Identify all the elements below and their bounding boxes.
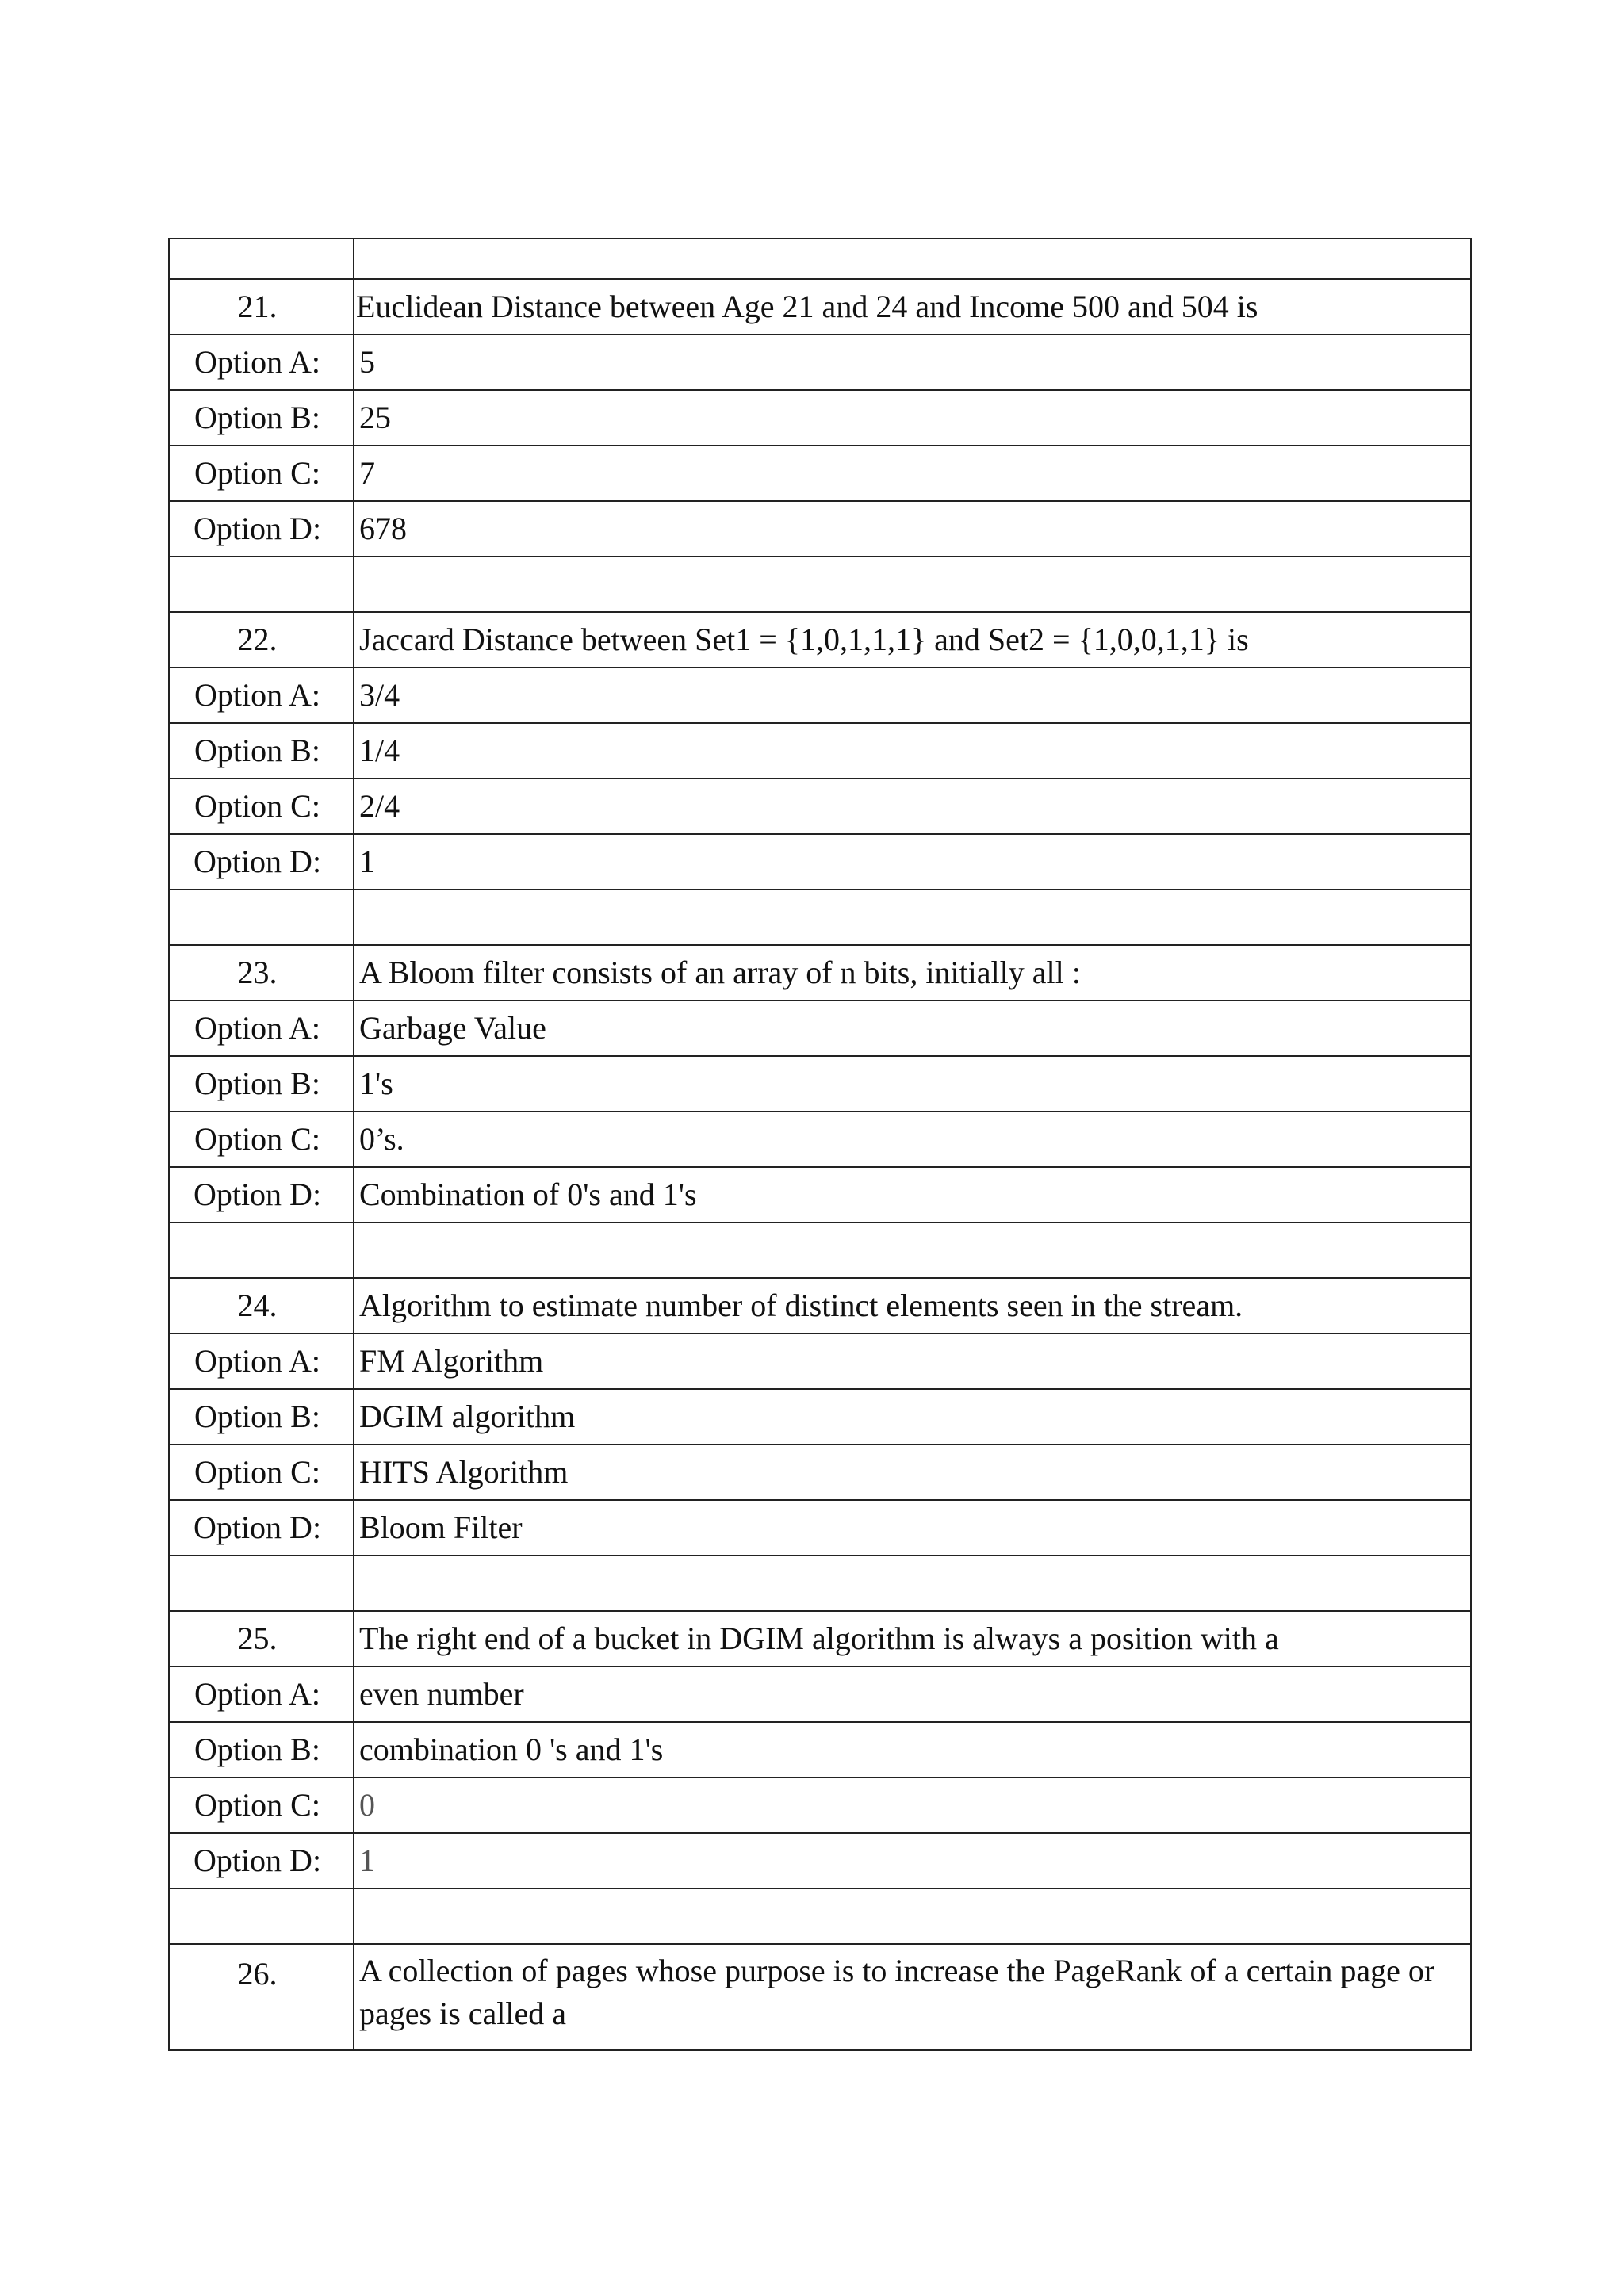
- question-text: Algorithm to estimate number of distinct elements seen in the stream.: [354, 1278, 1471, 1334]
- option-label: Option B:: [169, 1722, 354, 1777]
- option-value: Garbage Value: [354, 1001, 1471, 1056]
- empty-cell: [169, 890, 354, 945]
- question-number: 25.: [169, 1611, 354, 1667]
- option-value: 0’s.: [354, 1112, 1471, 1167]
- question-row: [169, 1944, 1471, 2050]
- option-value: 0: [354, 1777, 1471, 1833]
- option-value: even number: [354, 1667, 1471, 1722]
- option-value: HITS Algorithm: [354, 1445, 1471, 1500]
- option-row: [169, 1667, 1471, 1722]
- option-value: 1's: [354, 1056, 1471, 1112]
- option-value: 25: [354, 390, 1471, 446]
- option-value: Combination of 0's and 1's: [354, 1167, 1471, 1223]
- option-row: [169, 1334, 1471, 1389]
- option-label: Option C:: [169, 1112, 354, 1167]
- option-row: [169, 1722, 1471, 1777]
- question-row: [169, 945, 1471, 1001]
- question-number: 26.: [169, 1944, 354, 2050]
- option-label: Option D:: [169, 501, 354, 557]
- option-value: 5: [354, 335, 1471, 390]
- option-row: [169, 1112, 1471, 1167]
- question-row: [169, 612, 1471, 668]
- question-number: 23.: [169, 945, 354, 1001]
- option-value: FM Algorithm: [354, 1334, 1471, 1389]
- option-row: [169, 1445, 1471, 1500]
- option-label: Option B:: [169, 723, 354, 779]
- option-value: DGIM algorithm: [354, 1389, 1471, 1445]
- question-number: 22.: [169, 612, 354, 668]
- question-text: Jaccard Distance between Set1 = {1,0,1,1,1} and Set2 = {1,0,0,1,1} is: [354, 612, 1471, 668]
- option-label: Option D:: [169, 1500, 354, 1556]
- option-value: Bloom Filter: [354, 1500, 1471, 1556]
- option-value: 3/4: [354, 668, 1471, 723]
- option-row: [169, 1389, 1471, 1445]
- option-row: [169, 723, 1471, 779]
- option-label: Option B:: [169, 390, 354, 446]
- option-label: Option C:: [169, 1445, 354, 1500]
- option-label: Option C:: [169, 446, 354, 501]
- option-row: [169, 779, 1471, 834]
- question-row: [169, 1611, 1471, 1667]
- option-row: [169, 501, 1471, 557]
- empty-cell: [354, 557, 1471, 612]
- option-label: Option C:: [169, 779, 354, 834]
- option-row: [169, 668, 1471, 723]
- spacer-row: [169, 1888, 1471, 1944]
- option-label: Option A:: [169, 1667, 354, 1722]
- option-label: Option D:: [169, 1167, 354, 1223]
- spacer-row: [169, 890, 1471, 945]
- question-number: 24.: [169, 1278, 354, 1334]
- question-number: 21.: [169, 279, 354, 335]
- option-label: Option A:: [169, 1001, 354, 1056]
- question-text: Euclidean Distance between Age 21 and 24 and Income 500 and 504 is: [354, 279, 1471, 335]
- option-row: [169, 1167, 1471, 1223]
- option-row: [169, 390, 1471, 446]
- option-label: Option B:: [169, 1056, 354, 1112]
- table-header-row: [169, 239, 1471, 279]
- option-label: Option A:: [169, 1334, 354, 1389]
- spacer-row: [169, 557, 1471, 612]
- question-text: The right end of a bucket in DGIM algorithm is always a position with a: [354, 1611, 1471, 1667]
- mcq-table: [168, 238, 1472, 2051]
- empty-cell: [354, 1888, 1471, 1944]
- option-value: 678: [354, 501, 1471, 557]
- empty-cell: [354, 890, 1471, 945]
- option-row: [169, 1777, 1471, 1833]
- question-text: A collection of pages whose purpose is to increase the PageRank of a certain page or pages is called a: [354, 1944, 1471, 2050]
- empty-cell: [354, 1223, 1471, 1278]
- empty-cell: [169, 557, 354, 612]
- option-row: [169, 1056, 1471, 1112]
- empty-cell: [169, 239, 354, 279]
- option-label: Option D:: [169, 1833, 354, 1888]
- option-value: 1: [354, 834, 1471, 890]
- empty-cell: [169, 1223, 354, 1278]
- empty-cell: [354, 239, 1471, 279]
- empty-cell: [169, 1888, 354, 1944]
- option-row: [169, 1001, 1471, 1056]
- option-row: [169, 335, 1471, 390]
- question-row: [169, 279, 1471, 335]
- question-sheet: [168, 238, 1470, 2051]
- option-label: Option B:: [169, 1389, 354, 1445]
- question-text: A Bloom filter consists of an array of n bits, initially all :: [354, 945, 1471, 1001]
- option-row: [169, 1833, 1471, 1888]
- option-label: Option A:: [169, 668, 354, 723]
- spacer-row: [169, 1556, 1471, 1611]
- option-label: Option D:: [169, 834, 354, 890]
- empty-cell: [169, 1556, 354, 1611]
- spacer-row: [169, 1223, 1471, 1278]
- option-label: Option A:: [169, 335, 354, 390]
- empty-cell: [354, 1556, 1471, 1611]
- option-value: 2/4: [354, 779, 1471, 834]
- question-row: [169, 1278, 1471, 1334]
- option-label: Option C:: [169, 1777, 354, 1833]
- option-row: [169, 446, 1471, 501]
- option-value: 1: [354, 1833, 1471, 1888]
- option-value: 1/4: [354, 723, 1471, 779]
- option-value: combination 0 's and 1's: [354, 1722, 1471, 1777]
- option-value: 7: [354, 446, 1471, 501]
- option-row: [169, 834, 1471, 890]
- option-row: [169, 1500, 1471, 1556]
